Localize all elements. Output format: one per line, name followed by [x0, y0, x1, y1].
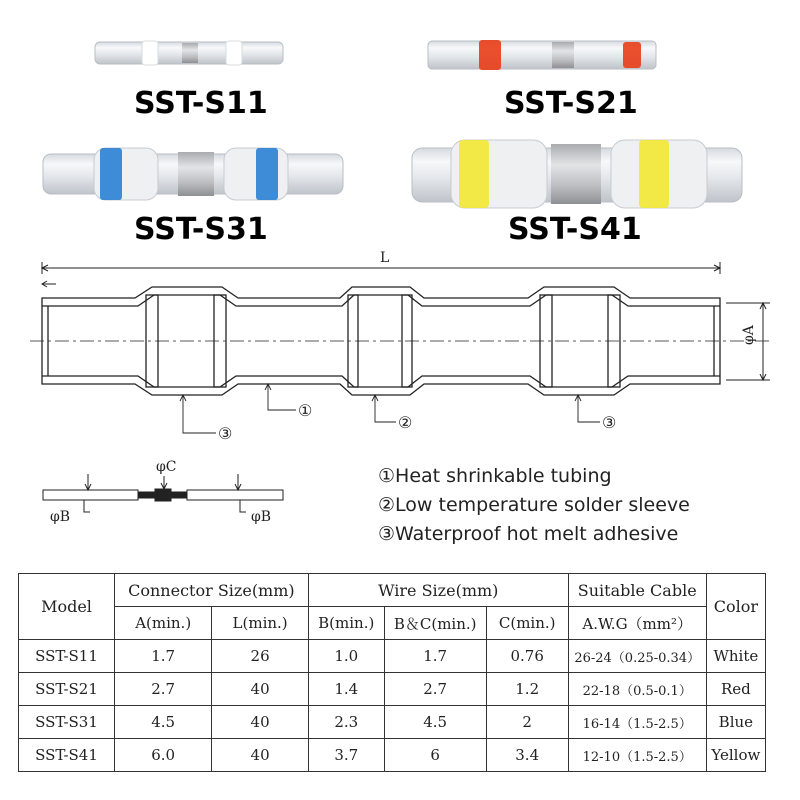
- callout-3-left: ③: [218, 424, 233, 443]
- cell-bc: 4.5: [384, 706, 486, 739]
- legend-item-heat-shrink: [378, 462, 690, 491]
- diameter-b-label-right: φB: [251, 509, 272, 525]
- connector-image-s21: [427, 38, 657, 72]
- header-c-min: C(min.): [486, 607, 568, 640]
- legend-marker: ①: [378, 465, 396, 487]
- table-row: [19, 706, 766, 739]
- table-row: [19, 739, 766, 772]
- cell-model: SST-S31: [19, 706, 115, 739]
- legend-item-solder-sleeve: [378, 491, 690, 520]
- cell-l: 40: [212, 706, 308, 739]
- legend-item-adhesive: [378, 520, 690, 549]
- cell-a: 2.7: [114, 673, 211, 706]
- cell-model: SST-S21: [19, 673, 115, 706]
- cell-a: 6.0: [114, 739, 211, 772]
- connector-image-s41: [411, 138, 743, 210]
- legend: [378, 462, 690, 549]
- cell-b: 1.4: [308, 673, 384, 706]
- product-sst-s41: [411, 138, 743, 210]
- header-a-min: A(min.): [114, 607, 211, 640]
- cell-b: 2.3: [308, 706, 384, 739]
- cell-color: Red: [706, 673, 765, 706]
- cell-c: 2: [486, 706, 568, 739]
- cell-b: 3.7: [308, 739, 384, 772]
- cell-cable: 22-18（0.5-0.1）: [568, 673, 706, 706]
- header-b-min: B(min.): [308, 607, 384, 640]
- product-sst-s11: [94, 38, 284, 68]
- diameter-c-label: φC: [156, 459, 177, 475]
- table-row: [19, 640, 766, 673]
- cell-bc: 1.7: [384, 640, 486, 673]
- legend-text: Waterproof hot melt adhesive: [395, 523, 679, 545]
- header-color: Color: [706, 574, 765, 640]
- diameter-a-dimension: [726, 303, 770, 380]
- cell-cable: 12-10（1.5-2.5）: [568, 739, 706, 772]
- diameter-b-label-left: φB: [50, 509, 71, 525]
- product-sst-s21: [427, 38, 657, 72]
- header-suitable-cable: Suitable Cable: [568, 574, 706, 607]
- cell-c: 0.76: [486, 640, 568, 673]
- cell-c: 3.4: [486, 739, 568, 772]
- cell-b: 1.0: [308, 640, 384, 673]
- cell-l: 40: [212, 739, 308, 772]
- connector-image-s11: [94, 38, 284, 68]
- cell-model: SST-S41: [19, 739, 115, 772]
- callout-1: ①: [298, 401, 313, 420]
- product-label-s31: SST-S31: [134, 212, 268, 247]
- cell-color: Yellow: [706, 739, 765, 772]
- legend-marker: ②: [378, 494, 396, 516]
- product-label-s11: SST-S11: [134, 86, 268, 121]
- spec-table: [18, 573, 766, 772]
- cell-cable: 26-24（0.25-0.34）: [568, 640, 706, 673]
- product-label-s21: SST-S21: [504, 86, 638, 121]
- header-model: Model: [19, 574, 115, 640]
- header-awg: A.W.G（mm²）: [568, 607, 706, 640]
- legend-text: Heat shrinkable tubing: [395, 465, 612, 487]
- product-label-s41: SST-S41: [508, 212, 642, 247]
- product-sst-s31: [42, 146, 344, 202]
- cell-c: 1.2: [486, 673, 568, 706]
- header-connector-size: Connector Size(mm): [114, 574, 308, 607]
- connector-image-s31: [42, 146, 344, 202]
- diameter-a-label: φA: [741, 325, 757, 345]
- cell-l: 40: [212, 673, 308, 706]
- cell-a: 4.5: [114, 706, 211, 739]
- header-wire-size: Wire Size(mm): [308, 574, 568, 607]
- cell-model: SST-S11: [19, 640, 115, 673]
- cell-color: Blue: [706, 706, 765, 739]
- header-bc-min: B＆C(min.): [384, 607, 486, 640]
- callout-2: ②: [398, 413, 413, 432]
- legend-marker: ③: [378, 523, 396, 545]
- cell-bc: 6: [384, 739, 486, 772]
- length-label: L: [380, 250, 390, 266]
- cell-l: 26: [212, 640, 308, 673]
- cell-cable: 16-14（1.5-2.5）: [568, 706, 706, 739]
- callout-3-right: ③: [602, 413, 617, 432]
- callouts: [180, 384, 616, 443]
- cell-color: White: [706, 640, 765, 673]
- cell-a: 1.7: [114, 640, 211, 673]
- legend-text: Low temperature solder sleeve: [395, 494, 690, 516]
- table-header-row: [19, 574, 766, 607]
- table-row: [19, 673, 766, 706]
- table-subheader-row: [19, 607, 766, 640]
- length-dimension: [42, 250, 720, 287]
- header-l-min: L(min.): [212, 607, 308, 640]
- wire-joint-detail: [43, 459, 283, 525]
- cell-bc: 2.7: [384, 673, 486, 706]
